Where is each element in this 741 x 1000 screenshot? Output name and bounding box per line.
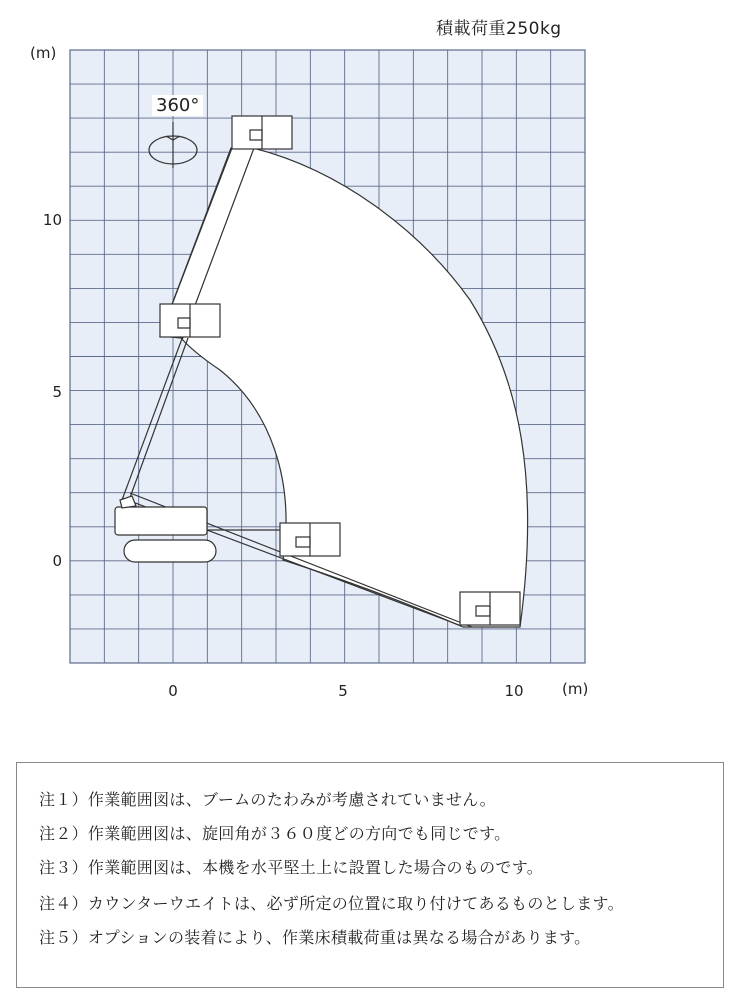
- note-3: 注３）作業範囲図は、本機を水平堅土上に設置した場合のものです。: [39, 858, 544, 877]
- notes-box: [16, 762, 724, 988]
- note-5: 注５）オプションの装着により、作業床積載荷重は異なる場合があります。: [39, 928, 591, 947]
- y-tick-10: 10: [42, 211, 62, 229]
- platform-far: [460, 592, 520, 625]
- platform-low: [280, 523, 340, 556]
- x-axis-unit: (m): [562, 680, 589, 698]
- note-4: 注４）カウンターウエイトは、必ず所定の位置に取り付けてあるものとします。: [39, 894, 624, 913]
- platform-mid: [160, 304, 220, 337]
- platform-top: [232, 116, 292, 149]
- y-tick-0: 0: [52, 552, 62, 570]
- note-2: 注２）作業範囲図は、旋回角が３６０度どの方向でも同じです。: [39, 824, 511, 843]
- x-tick-0: 0: [168, 682, 178, 700]
- capacity-label: 積載荷重250kg: [436, 19, 562, 39]
- note-1: 注１）作業範囲図は、ブームのたわみが考慮されていません。: [39, 790, 496, 809]
- x-tick-5: 5: [338, 682, 348, 700]
- x-tick-10: 10: [504, 682, 524, 700]
- y-axis-unit: (m): [30, 44, 57, 62]
- rotation-label: 360°: [152, 95, 203, 116]
- y-tick-5: 5: [52, 383, 62, 401]
